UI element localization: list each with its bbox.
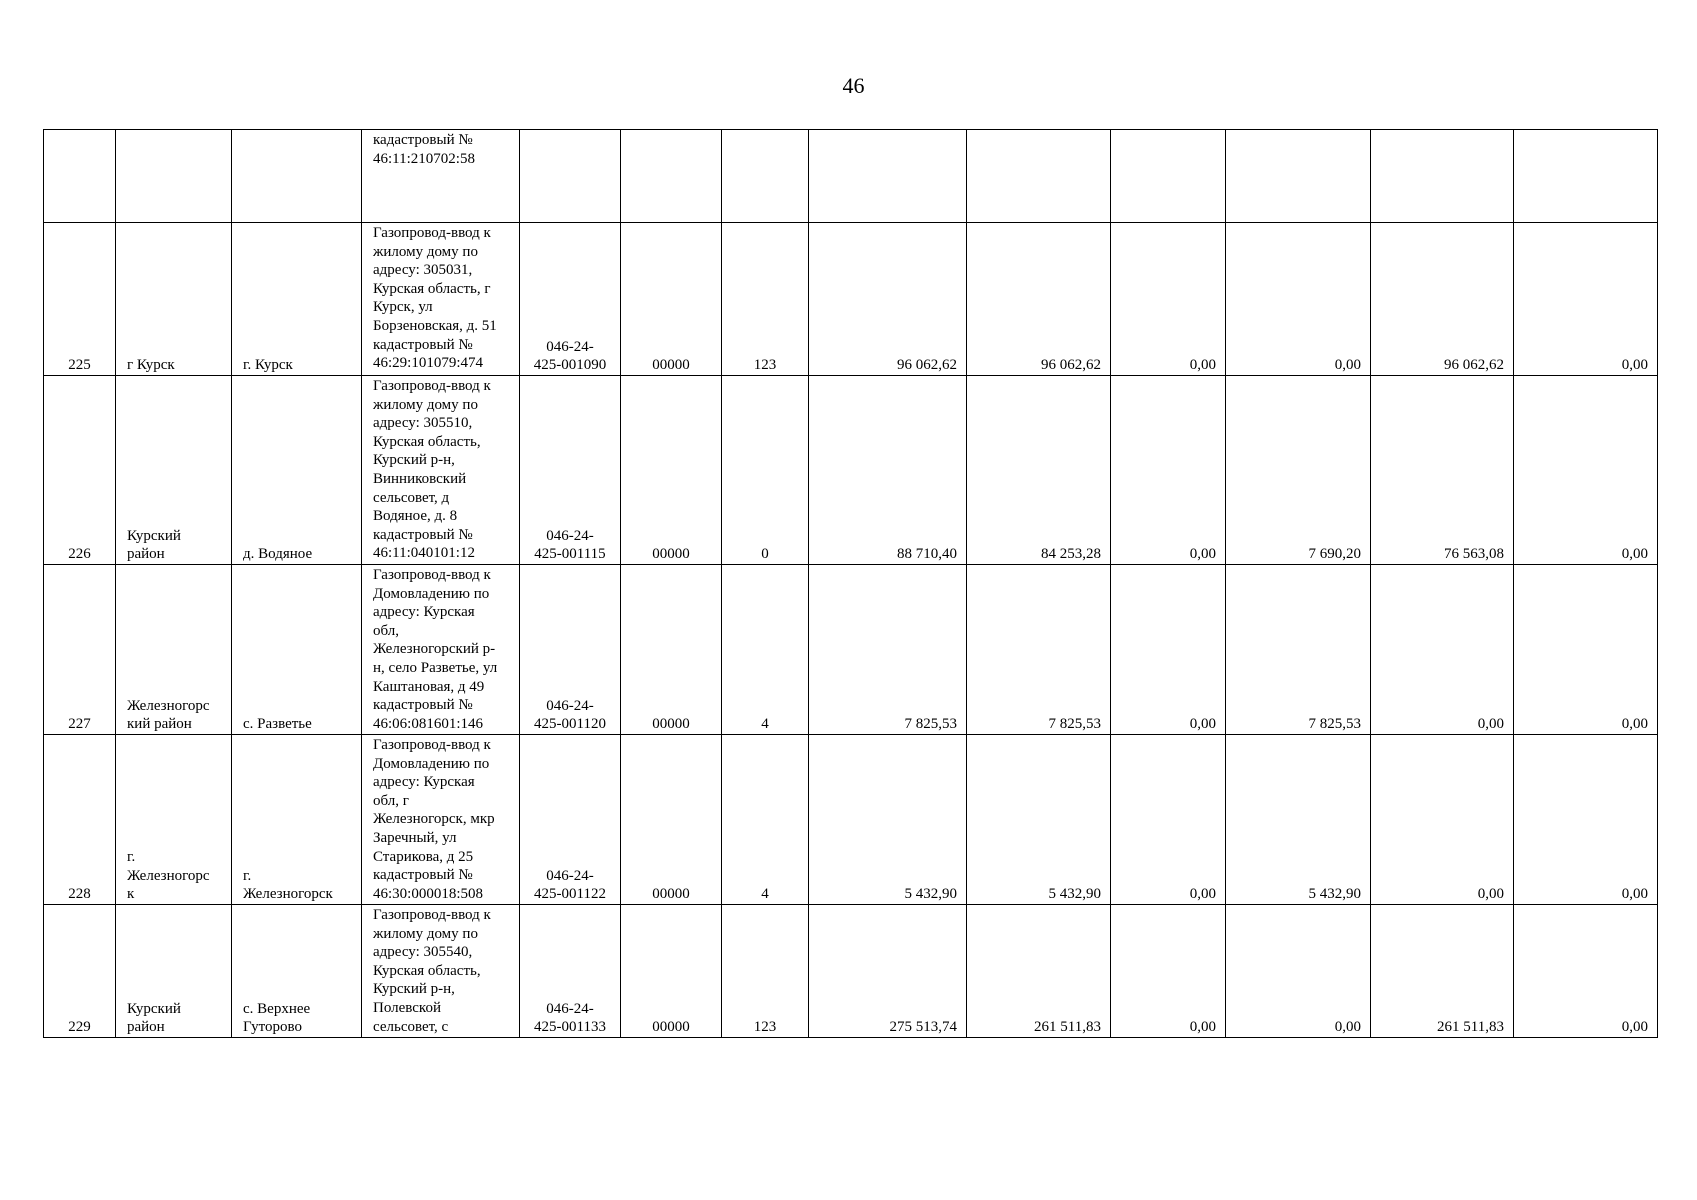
district-cell — [116, 130, 232, 223]
locality-cell: г. Железногорск — [232, 735, 362, 905]
amount-4-cell: 7 825,53 — [1226, 565, 1371, 735]
locality-cell: г. Курск — [232, 223, 362, 376]
table-row — [44, 376, 1658, 565]
amount-5-cell: 0,00 — [1371, 565, 1514, 735]
district-cell: Курский район — [116, 905, 232, 1038]
table-row — [44, 905, 1658, 1038]
table-row — [44, 130, 1658, 223]
quantity-cell — [722, 130, 809, 223]
amount-5-cell — [1371, 130, 1514, 223]
code-cell: 00000 — [621, 905, 722, 1038]
amount-1-cell: 7 825,53 — [809, 565, 967, 735]
object-description-cell: Газопровод-ввод к жилому дому по адресу: 305031, Курская область, г Курск, ул Борзеновская, д. 51 кадастровый № 46:29:101079:474 — [362, 223, 520, 376]
locality-cell: с. Разветье — [232, 565, 362, 735]
amount-2-cell: 261 511,83 — [967, 905, 1111, 1038]
table-body — [44, 130, 1658, 1038]
amount-4-cell: 0,00 — [1226, 223, 1371, 376]
row-number: 228 — [44, 735, 116, 905]
locality-cell: д. Водяное — [232, 376, 362, 565]
table-row — [44, 565, 1658, 735]
amount-5-cell: 76 563,08 — [1371, 376, 1514, 565]
inventory-code-cell: 046-24- 425-001120 — [520, 565, 621, 735]
quantity-cell: 0 — [722, 376, 809, 565]
amount-5-cell: 96 062,62 — [1371, 223, 1514, 376]
district-cell: Курский район — [116, 376, 232, 565]
amount-2-cell: 96 062,62 — [967, 223, 1111, 376]
locality-cell — [232, 130, 362, 223]
inventory-code-cell — [520, 130, 621, 223]
code-cell: 00000 — [621, 565, 722, 735]
amount-6-cell: 0,00 — [1514, 905, 1658, 1038]
amount-3-cell: 0,00 — [1111, 735, 1226, 905]
amount-6-cell — [1514, 130, 1658, 223]
object-description-cell: Газопровод-ввод к Домовладению по адресу: Курская обл, г Железногорск, мкр Заречный, ул Старикова, д 25 кадастровый № 46:30:000018:508 — [362, 735, 520, 905]
amount-6-cell: 0,00 — [1514, 735, 1658, 905]
amount-4-cell — [1226, 130, 1371, 223]
amount-3-cell — [1111, 130, 1226, 223]
inventory-code-cell: 046-24- 425-001133 — [520, 905, 621, 1038]
quantity-cell: 123 — [722, 905, 809, 1038]
row-number: 229 — [44, 905, 116, 1038]
amount-6-cell: 0,00 — [1514, 565, 1658, 735]
amount-3-cell: 0,00 — [1111, 223, 1226, 376]
row-number: 226 — [44, 376, 116, 565]
row-number: 225 — [44, 223, 116, 376]
amount-5-cell: 261 511,83 — [1371, 905, 1514, 1038]
amount-4-cell: 5 432,90 — [1226, 735, 1371, 905]
amount-2-cell: 5 432,90 — [967, 735, 1111, 905]
district-cell: Железногорс кий район — [116, 565, 232, 735]
amount-6-cell: 0,00 — [1514, 223, 1658, 376]
quantity-cell: 4 — [722, 565, 809, 735]
quantity-cell: 123 — [722, 223, 809, 376]
page-number: 46 — [842, 73, 865, 98]
amount-4-cell: 7 690,20 — [1226, 376, 1371, 565]
code-cell: 00000 — [621, 376, 722, 565]
row-number: 227 — [44, 565, 116, 735]
code-cell: 00000 — [621, 735, 722, 905]
district-cell: г Курск — [116, 223, 232, 376]
inventory-code-cell: 046-24- 425-001122 — [520, 735, 621, 905]
amount-1-cell: 88 710,40 — [809, 376, 967, 565]
amount-3-cell: 0,00 — [1111, 565, 1226, 735]
inventory-code-cell: 046-24- 425-001115 — [520, 376, 621, 565]
row-number — [44, 130, 116, 223]
amount-3-cell: 0,00 — [1111, 376, 1226, 565]
amount-2-cell: 7 825,53 — [967, 565, 1111, 735]
locality-cell: с. Верхнее Гуторово — [232, 905, 362, 1038]
district-cell: г. Железногорс к — [116, 735, 232, 905]
amount-3-cell: 0,00 — [1111, 905, 1226, 1038]
amount-1-cell: 96 062,62 — [809, 223, 967, 376]
table-row — [44, 735, 1658, 905]
object-description-cell: Газопровод-ввод к жилому дому по адресу: 305540, Курская область, Курский р-н, Полевской сельсовет, с — [362, 905, 520, 1038]
amount-2-cell: 84 253,28 — [967, 376, 1111, 565]
object-description-cell: кадастровый № 46:11:210702:58 — [362, 130, 520, 223]
inventory-code-cell: 046-24- 425-001090 — [520, 223, 621, 376]
asset-register-table — [43, 129, 1658, 1038]
amount-2-cell — [967, 130, 1111, 223]
amount-1-cell: 5 432,90 — [809, 735, 967, 905]
table-row — [44, 223, 1658, 376]
quantity-cell: 4 — [722, 735, 809, 905]
object-description-cell: Газопровод-ввод к Домовладению по адресу: Курская обл, Железногорский р- н, село Разветье, ул Каштановая, д 49 кадастровый № 46:06:081601:146 — [362, 565, 520, 735]
amount-1-cell — [809, 130, 967, 223]
code-cell: 00000 — [621, 223, 722, 376]
amount-1-cell: 275 513,74 — [809, 905, 967, 1038]
amount-4-cell: 0,00 — [1226, 905, 1371, 1038]
object-description-cell: Газопровод-ввод к жилому дому по адресу: 305510, Курская область, Курский р-н, Винниковский сельсовет, д Водяное, д. 8 кадастровый № 46:11:040101:12 — [362, 376, 520, 565]
amount-6-cell: 0,00 — [1514, 376, 1658, 565]
amount-5-cell: 0,00 — [1371, 735, 1514, 905]
code-cell — [621, 130, 722, 223]
